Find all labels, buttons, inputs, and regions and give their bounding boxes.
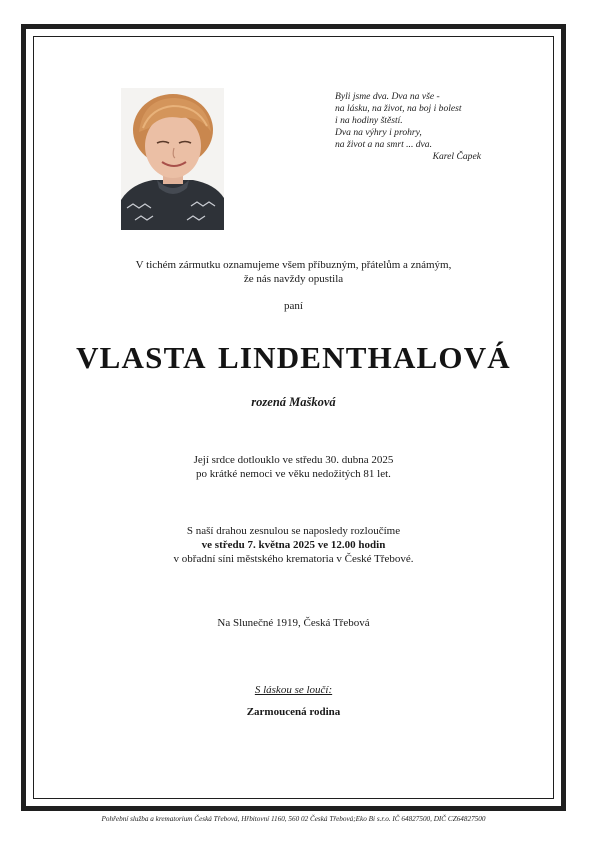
farewell-heading: S láskou se loučí:	[254, 684, 333, 696]
funeral-venue: v obřadní síni městského krematoria v České Třebové.	[173, 553, 414, 565]
funeral-service-footer: Pohřební služba a krematorium Česká Třebová, Hřbitovní 1160, 560 02 Česká Třebová;Eko Bi s.r.o. IČ 64827500, DIČ CZ64827500	[101, 815, 486, 823]
title-prefix: paní	[284, 300, 303, 312]
poem-line: Dva na výhry i prohry,	[335, 127, 422, 139]
poem-author: Karel Čapek	[432, 151, 481, 163]
funeral-date-time: ve středu 7. května 2025 ve 12.00 hodin	[201, 539, 386, 551]
intro-line-1: V tichém zármutku oznamujeme všem příbuzným, přátelům a známým,	[135, 259, 452, 271]
maiden-name: rozená Mašková	[251, 395, 336, 409]
poem-line: na lásku, na život, na boj i bolest	[335, 103, 462, 115]
poem-line: i na hodiny štěstí.	[335, 115, 403, 127]
poem-quote	[335, 91, 485, 164]
poem-line: Byli jsme dva. Dva na vše -	[335, 91, 440, 102]
family-address: Na Slunečné 1919, Česká Třebová	[217, 617, 370, 629]
deceased-name: VLASTA LINDENTHALOVÁ	[76, 340, 511, 375]
death-line-2: po krátké nemoci ve věku nedožitých 81 let.	[196, 468, 391, 480]
funeral-line-1: S naší drahou zesnulou se naposledy rozloučíme	[186, 525, 401, 537]
mourning-family: Zarmoucená rodina	[246, 706, 341, 718]
announcement-intro	[40, 259, 547, 286]
portrait-photo	[121, 88, 224, 230]
death-notice	[40, 453, 547, 481]
death-line-1: Její srdce dotlouklo ve středu 30. dubna 2025	[193, 454, 394, 466]
poem-line: na život a na smrt ... dva.	[335, 139, 433, 151]
funeral-details	[40, 524, 547, 566]
intro-line-2: že nás navždy opustila	[243, 272, 344, 285]
